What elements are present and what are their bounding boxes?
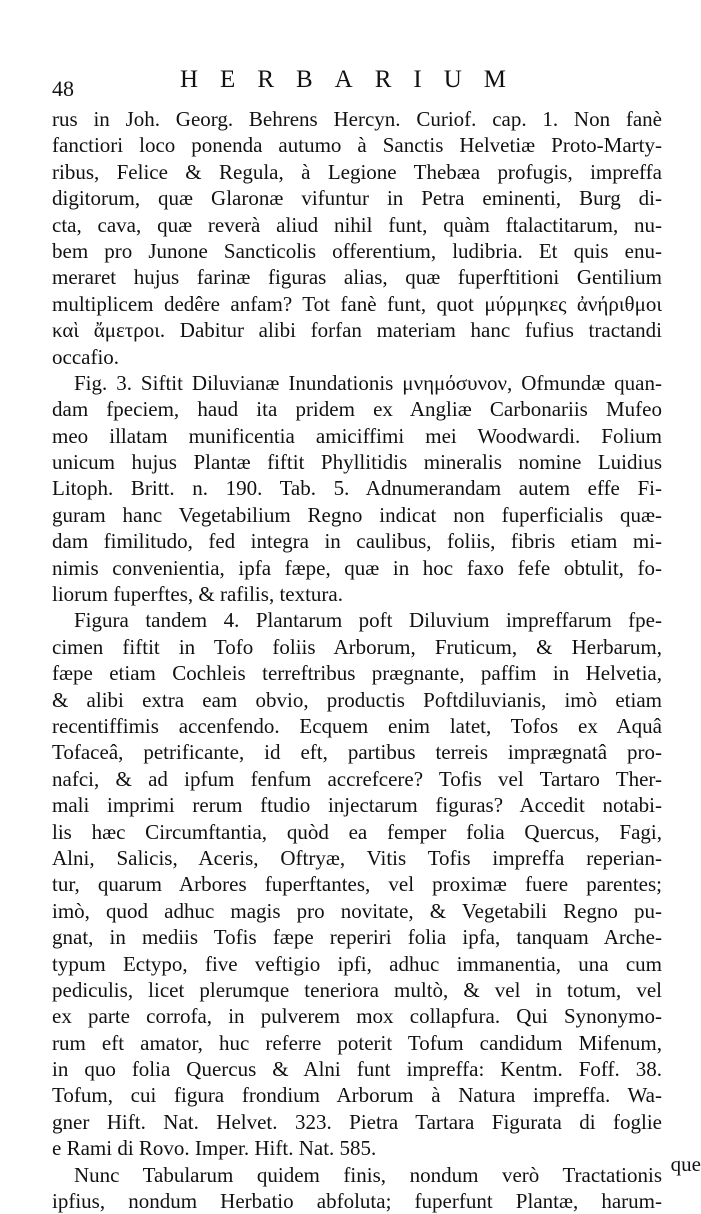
text-line: multiplicem dedêre anfam? Tot fanè funt, quot μύρμηκες ἀνήριθμοι: [52, 291, 662, 316]
text-line: recentiffimis accenfendo. Ecquem enim latet, Tofos ex Aquâ: [52, 713, 662, 738]
page-number: 48: [52, 76, 74, 101]
text-line: imò, quod adhuc magis pro novitate, & Vegetabili Regno pu-: [52, 898, 662, 923]
text-line: dam fpeciem, haud ita pridem ex Angliæ Carbonariis Mufeo: [52, 397, 662, 422]
text-line: gner Hift. Nat. Helvet. 323. Pietra Tartara Figurata di foglie: [52, 1109, 662, 1134]
text-line: e Rami di Rovo. Imper. Hift. Nat. 585.: [52, 1136, 377, 1161]
text-line: dam fimilitudo, fed integra in caulibus, foliis, fibris etiam mi-: [52, 529, 662, 554]
text-line: fanctiori loco ponenda autumo à Sanctis Helvetiæ Proto-Marty-: [52, 133, 662, 158]
text-line: occafio.: [52, 344, 120, 369]
book-page: [52, 66, 662, 1214]
running-title: HERBARIUM: [180, 66, 529, 93]
text-line: καὶ ἄμετροι. Dabitur alibi forfan materiam hanc fufius tractandi: [52, 318, 662, 343]
text-line: Fig. 3. Siftit Diluvianæ Inundationis μνημόσυνον, Ofmundæ quan-: [74, 370, 662, 395]
text-line: Litoph. Britt. n. 190. Tab. 5. Adnumerandam autem effe Fi-: [52, 476, 662, 501]
text-line: ex parte corrofa, in pulverem mox collapfura. Qui Synonymo-: [52, 1004, 662, 1029]
text-line: cimen fiftit in Tofo foliis Arborum, Fruticum, & Herbarum,: [52, 634, 662, 659]
text-line: typum Ectypo, five veftigio ipfi, adhuc immanentia, una cum: [52, 951, 662, 976]
text-line: gnat, in mediis Tofis fæpe reperiri folia ipfa, tanquam Arche-: [52, 925, 662, 950]
text-line: mali imprimi rerum ftudio injectarum figuras? Accedit notabi-: [52, 793, 662, 818]
text-line: guram hanc Vegetabilium Regno indicat non fuperficialis quæ-: [52, 502, 662, 527]
text-line: in quo folia Quercus & Alni funt impreffa: Kentm. Foff. 38.: [52, 1057, 662, 1082]
text-line: Nunc Tabularum quidem finis, nondum verò Tractationis: [74, 1162, 662, 1187]
text-line: digitorum, quæ Glaronæ vifuntur in Petra eminenti, Burg di-: [52, 186, 662, 211]
text-line: rus in Joh. Georg. Behrens Hercyn. Curiof. cap. 1. Non fanè: [52, 107, 662, 131]
text-line: rum eft amator, huc referre poterit Tofum candidum Mifenum,: [52, 1030, 662, 1055]
text-line: nafci, & ad ipfum fenfum accrefcere? Tofis vel Tartaro Ther-: [52, 766, 662, 791]
text-line: Tofaceâ, petrificante, id eft, partibus terreis imprægnatâ pro-: [52, 740, 662, 765]
text-line: unicum hujus Plantæ fiftit Phyllitidis mineralis nomine Luidius: [52, 450, 662, 475]
text-line: Figura tandem 4. Plantarum poft Diluvium impreffarum fpe-: [74, 608, 662, 633]
text-line: Alni, Salicis, Aceris, Oftryæ, Vitis Tofis impreffa reperian-: [52, 845, 662, 870]
text-line: ribus, Felice & Regula, à Legione Thebæa profugis, impreffa: [52, 159, 662, 184]
text-line: & alibi extra eam obvio, productis Poftdiluvianis, imò etiam: [52, 687, 662, 712]
text-line: meraret hujus farinæ figuras alias, quæ fuperftitioni Gentilium: [52, 265, 662, 290]
body-text: [52, 106, 662, 1214]
text-line: Tofum, cui figura frondium Arborum à Natura impreffa. Wa-: [52, 1083, 662, 1108]
text-line: lis hæc Circumftantia, quòd ea femper folia Quercus, Fagi,: [52, 819, 662, 844]
text-line: meo illatam munificentia amiciffimi mei Woodwardi. Folium: [52, 423, 662, 448]
catchword: que: [670, 1152, 701, 1176]
text-line: fæpe etiam Cochleis terreftribus prægnante, paffim in Helvetia,: [52, 661, 662, 686]
page-header: [52, 66, 662, 106]
text-line: bem pro Junone Sancticolis offerentium, ludibria. Et quis enu-: [52, 238, 662, 263]
text-line: tur, quarum Arbores fuperftantes, vel proximæ fuere parentes;: [52, 872, 662, 897]
text-line: ipfius, nondum Herbatio abfoluta; fuperfunt Plantæ, harum-: [52, 1189, 662, 1214]
text-line: nimis convenientia, ipfa fæpe, quæ in hoc faxo fefe obtulit, fo-: [52, 555, 662, 580]
text-line: pediculis, licet plerumque teneriora multò, & vel in totum, vel: [52, 977, 662, 1002]
text-line: liorum fuperftes, & rafilis, textura.: [52, 582, 343, 607]
text-line: cta, cava, quæ reverà aliud nihil funt, quàm ftalactitarum, nu-: [52, 212, 662, 237]
